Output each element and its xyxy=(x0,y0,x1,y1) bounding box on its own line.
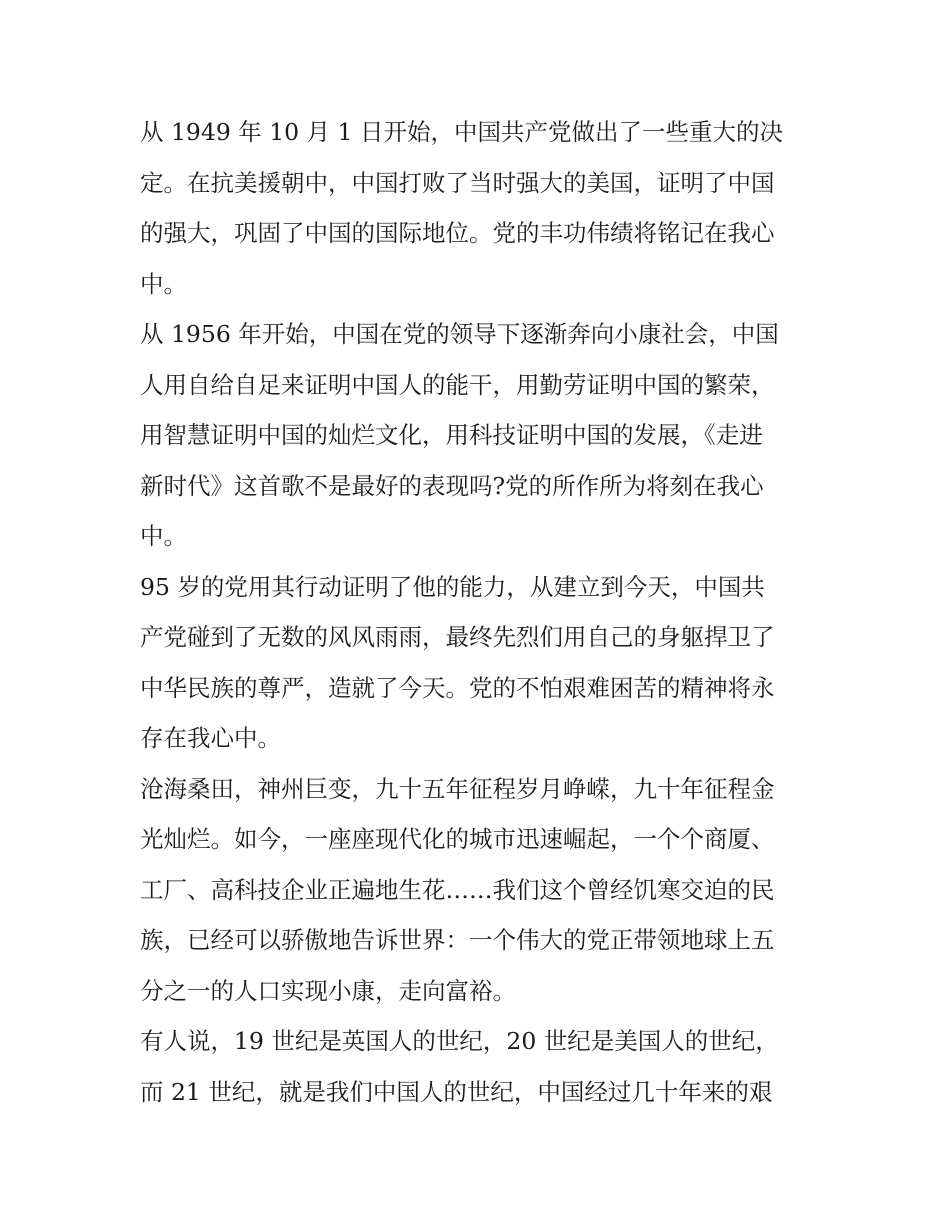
text-line: 有人说，19 世纪是英国人的世纪，20 世纪是美国人的世纪， xyxy=(140,1027,779,1055)
text-line: 产党碰到了无数的风风雨雨，最终先烈们用自己的身躯捍卫了 xyxy=(140,623,775,651)
text-line: 存在我心中。 xyxy=(140,724,281,752)
text-line: 从 1956 年开始，中国在党的领导下逐渐奔向小康社会，中国 xyxy=(140,320,779,348)
text-line: 光灿烂。如今，一座座现代化的城市迅速崛起，一个个商厦、 xyxy=(140,825,775,853)
paragraph-2 xyxy=(140,309,820,562)
text-line: 95 岁的党用其行动证明了他的能力，从建立到今天，中国共 xyxy=(140,572,765,601)
paragraph-3 xyxy=(140,562,820,764)
text-line: 中华民族的尊严，造就了今天。党的不怕艰难困苦的精神将永 xyxy=(140,673,775,702)
text-line: 中。 xyxy=(140,269,187,298)
text-line: 人用自给自足来证明中国人的能干，用勤劳证明中国的繁荣， xyxy=(140,370,775,399)
document-body xyxy=(140,107,820,1117)
text-line: 而 21 世纪，就是我们中国人的世纪，中国经过几十年来的艰 xyxy=(140,1077,773,1106)
text-line: 沧海桑田，神州巨变，九十五年征程岁月峥嵘，九十年征程金 xyxy=(140,774,775,803)
text-line: 的强大，巩固了中国的国际地位。党的丰功伟绩将铭记在我心 xyxy=(140,219,775,247)
paragraph-5 xyxy=(140,1016,820,1117)
text-line: 从 1949 年 10 月 1 日开始，中国共产党做出了一些重大的决 xyxy=(140,118,783,146)
text-line: 定。在抗美援朝中，中国打败了当时强大的美国，证明了中国 xyxy=(140,168,775,197)
text-line: 用智慧证明中国的灿烂文化，用科技证明中国的发展，《走进 xyxy=(140,421,763,449)
text-line: 分之一的人口实现小康，走向富裕。 xyxy=(140,976,516,1005)
paragraph-4 xyxy=(140,764,820,1017)
text-line: 中。 xyxy=(140,522,187,550)
text-line: 新时代》这首歌不是最好的表现吗?党的所作所为将刻在我心 xyxy=(140,471,764,500)
text-line: 工厂、高科技企业正遍地生花……我们这个曾经饥寒交迫的民 xyxy=(140,875,775,904)
text-line: 族，已经可以骄傲地告诉世界：一个伟大的党正带领地球上五 xyxy=(140,926,775,954)
paragraph-1 xyxy=(140,107,820,309)
